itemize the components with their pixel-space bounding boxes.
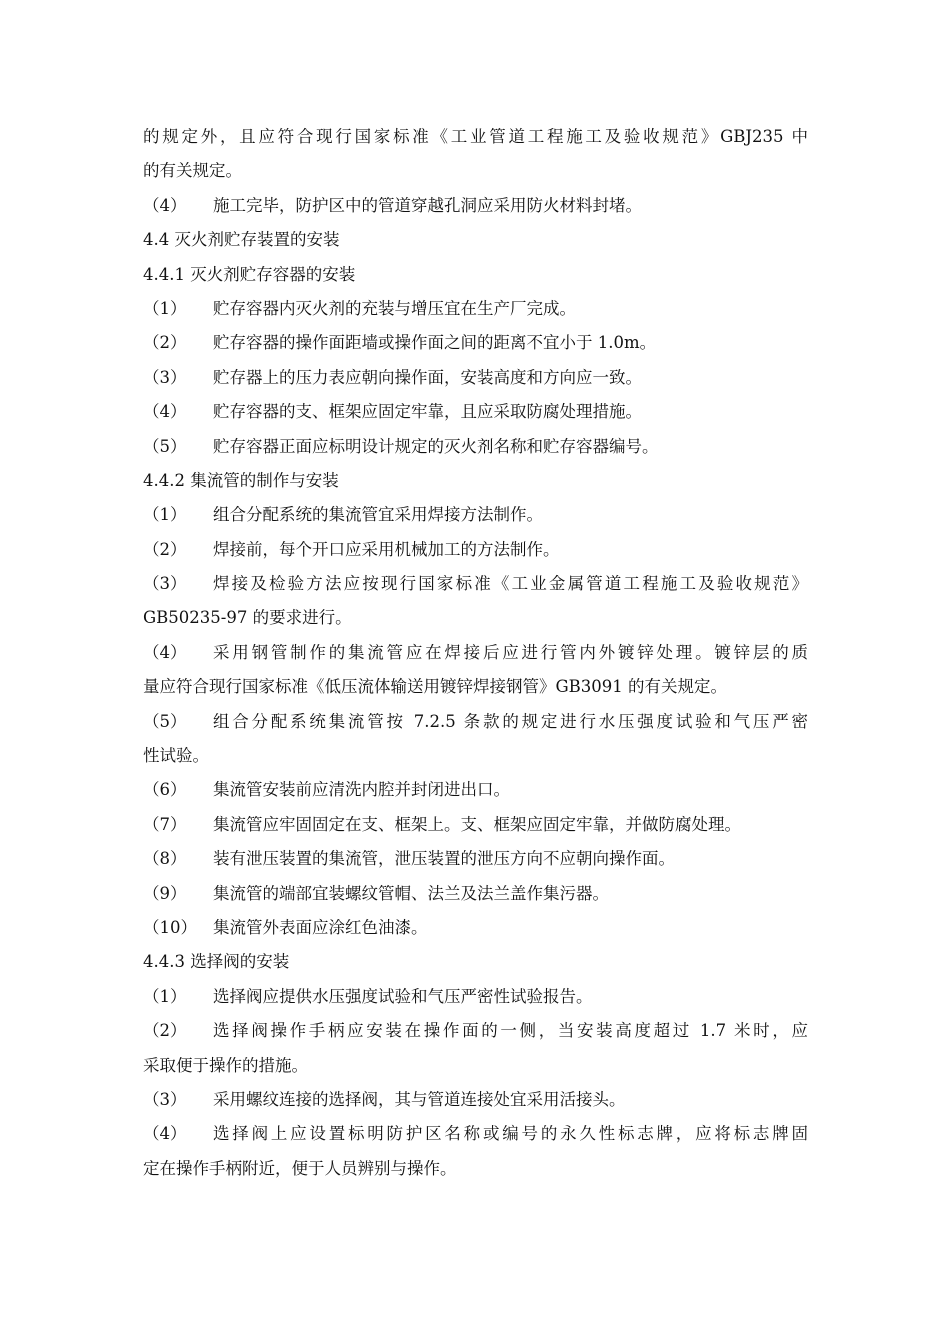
list-item bbox=[143, 189, 808, 223]
list-item bbox=[143, 1083, 808, 1117]
list-item bbox=[143, 877, 808, 911]
list-item bbox=[143, 533, 808, 567]
paragraph-line: GB50235-97 的要求进行。 bbox=[143, 608, 352, 628]
list-item-text: 装有泄压装置的集流管，泄压装置的泄压方向不应朝向操作面。 bbox=[213, 849, 675, 869]
list-item-text: 贮存容器正面应标明设计规定的灭火剂名称和贮存容器编号。 bbox=[213, 436, 659, 456]
list-item-number: （1） bbox=[143, 505, 187, 525]
list-item-number: （4） bbox=[143, 195, 187, 215]
list-item-number: （10） bbox=[143, 917, 197, 937]
list-item-text: 采用钢管制作的集流管应在焊接后应进行管内外镀锌处理。镀锌层的质 bbox=[213, 642, 808, 662]
list-item bbox=[143, 842, 808, 876]
list-item-number: （7） bbox=[143, 814, 187, 834]
list-item-text: 贮存器上的压力表应朝向操作面，安装高度和方向应一致。 bbox=[213, 367, 642, 387]
list-item bbox=[143, 1014, 808, 1048]
list-item-text: 组合分配系统集流管按 7.2.5 条款的规定进行水压强度试验和气压严密 bbox=[213, 711, 808, 731]
list-item-text: 焊接前，每个开口应采用机械加工的方法制作。 bbox=[213, 539, 560, 559]
list-item-number: （5） bbox=[143, 711, 187, 731]
list-item-number: （3） bbox=[143, 574, 187, 594]
list-item-text: 集流管外表面应涂红色油漆。 bbox=[213, 917, 428, 937]
list-item-text: 焊接及检验方法应按现行国家标准《工业金属管道工程施工及验收规范》 bbox=[213, 574, 808, 594]
list-item-text: 贮存容器的支、框架应固定牢靠，且应采取防腐处理措施。 bbox=[213, 402, 642, 422]
list-item-number: （4） bbox=[143, 1124, 187, 1144]
list-item-text: 选择阀操作手柄应安装在操作面的一侧，当安装高度超过 1.7 米时，应 bbox=[213, 1021, 808, 1041]
list-item-number: （2） bbox=[143, 333, 187, 353]
list-item bbox=[143, 636, 808, 670]
paragraph-line: 量应符合现行国家标准《低压流体输送用镀锌焊接钢管》GB3091 的有关规定。 bbox=[143, 677, 728, 697]
list-item-text: 贮存容器内灭火剂的充装与增压宜在生产厂完成。 bbox=[213, 298, 576, 318]
list-item-number: （5） bbox=[143, 436, 187, 456]
list-item-text: 集流管的端部宜装螺纹管帽、法兰及法兰盖作集污器。 bbox=[213, 883, 609, 903]
paragraph-line: 采取便于操作的措施。 bbox=[143, 1055, 308, 1075]
list-item bbox=[143, 911, 808, 945]
list-item-text: 选择阀上应设置标明防护区名称或编号的永久性标志牌，应将标志牌固 bbox=[213, 1124, 808, 1144]
list-item bbox=[143, 1117, 808, 1151]
list-item-text: 施工完毕，防护区中的管道穿越孔洞应采用防火材料封堵。 bbox=[213, 195, 642, 215]
list-item-text: 集流管应牢固固定在支、框架上。支、框架应固定牢靠，并做防腐处理。 bbox=[213, 814, 741, 834]
section-heading: 4.4 灭火剂贮存装置的安装 bbox=[143, 230, 340, 250]
paragraph-line: 性试验。 bbox=[143, 746, 209, 766]
list-item-number: （9） bbox=[143, 883, 187, 903]
list-item-number: （2） bbox=[143, 539, 187, 559]
list-item bbox=[143, 326, 808, 360]
list-item-number: （6） bbox=[143, 780, 187, 800]
section-heading: 4.4.3 选择阀的安装 bbox=[143, 952, 290, 972]
list-item-number: （2） bbox=[143, 1021, 187, 1041]
paragraph-line: 的有关规定。 bbox=[143, 161, 242, 181]
document-body bbox=[143, 120, 808, 1186]
list-item-text: 集流管安装前应清洗内腔并封闭进出口。 bbox=[213, 780, 510, 800]
list-item-text: 组合分配系统的集流管宜采用焊接方法制作。 bbox=[213, 505, 543, 525]
list-item-number: （3） bbox=[143, 1089, 187, 1109]
list-item-text: 选择阀应提供水压强度试验和气压严密性试验报告。 bbox=[213, 986, 593, 1006]
list-item bbox=[143, 567, 808, 601]
list-item-number: （4） bbox=[143, 642, 187, 662]
list-item-text: 采用螺纹连接的选择阀，其与管道连接处宜采用活接头。 bbox=[213, 1089, 626, 1109]
list-item-number: （8） bbox=[143, 849, 187, 869]
list-item-number: （4） bbox=[143, 402, 187, 422]
list-item-text: 贮存容器的操作面距墙或操作面之间的距离不宜小于 1.0m。 bbox=[213, 333, 657, 353]
list-item bbox=[143, 395, 808, 429]
list-item bbox=[143, 773, 808, 807]
list-item bbox=[143, 292, 808, 326]
list-item bbox=[143, 980, 808, 1014]
section-heading: 4.4.2 集流管的制作与安装 bbox=[143, 470, 339, 490]
list-item-number: （1） bbox=[143, 986, 187, 1006]
paragraph-line: 定在操作手柄附近，便于人员辨别与操作。 bbox=[143, 1158, 457, 1178]
list-item bbox=[143, 705, 808, 739]
list-item-number: （1） bbox=[143, 298, 187, 318]
paragraph-line: 的规定外，且应符合现行国家标准《工业管道工程施工及验收规范》GBJ235 中 bbox=[143, 127, 808, 146]
section-heading: 4.4.1 灭火剂贮存容器的安装 bbox=[143, 264, 356, 284]
list-item bbox=[143, 808, 808, 842]
list-item-number: （3） bbox=[143, 367, 187, 387]
list-item bbox=[143, 430, 808, 464]
list-item bbox=[143, 361, 808, 395]
list-item bbox=[143, 498, 808, 532]
